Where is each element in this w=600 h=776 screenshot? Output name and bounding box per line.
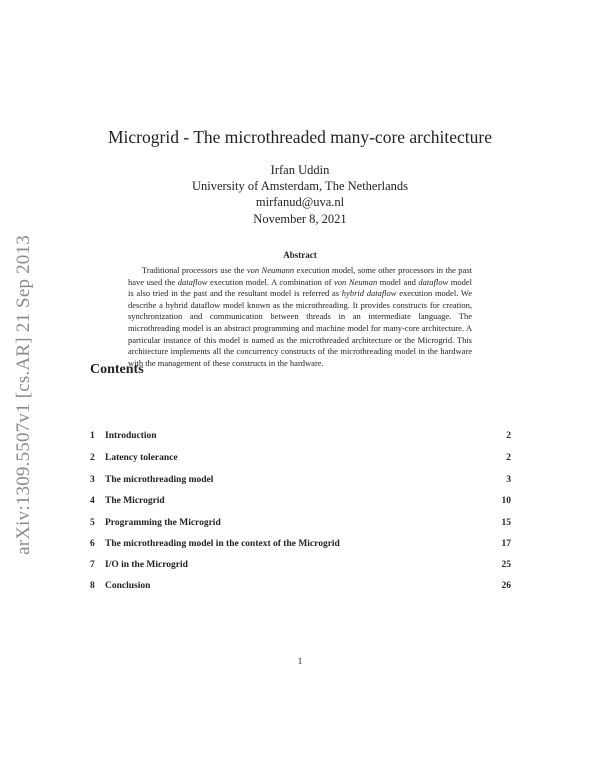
toc-entry-title[interactable]: Introduction (105, 430, 157, 441)
toc-entry[interactable] (90, 431, 511, 445)
toc-entry[interactable] (90, 518, 511, 532)
author-block (0, 162, 600, 210)
toc-entry[interactable] (90, 539, 511, 553)
toc-entry-title[interactable]: Latency tolerance (105, 452, 178, 463)
toc-entry-page[interactable]: 2 (506, 430, 511, 441)
toc-entry[interactable] (90, 475, 511, 489)
contents-heading: Contents (90, 362, 144, 377)
toc-entry-page[interactable]: 25 (501, 559, 511, 570)
page-number: 1 (297, 656, 303, 666)
abstract-emphasis: von Neuman (334, 276, 378, 287)
author-affiliation: University of Amsterdam, The Netherlands (191, 179, 409, 193)
abstract-body (128, 265, 472, 369)
toc-entry-page[interactable]: 26 (501, 580, 511, 591)
toc-entry-number: 3 (90, 474, 95, 485)
abstract-emphasis: hybrid dataflow (341, 288, 397, 299)
toc-entry-title[interactable]: The microthreading model in the context of the Microgrid (105, 538, 340, 549)
abstract-heading: Abstract (283, 250, 317, 260)
toc-entry-page[interactable]: 10 (501, 495, 511, 506)
toc-entry[interactable] (90, 453, 511, 467)
toc-entry-number: 4 (90, 495, 95, 506)
toc-entry-title[interactable]: Programming the Microgrid (105, 517, 221, 528)
toc-entry-title[interactable]: I/O in the Microgrid (105, 559, 188, 570)
author-name: Irfan Uddin (270, 163, 330, 177)
toc-entry-number: 2 (90, 452, 95, 463)
toc-entry-number: 6 (90, 538, 95, 549)
toc-entry-number: 5 (90, 517, 95, 528)
arxiv-stamp-text: arXiv:1309.5507v1 [cs.AR] 21 Sep 2013 (13, 235, 35, 555)
abstract-text: execution model. We describe a hybrid dataflow model known as the microthreading. It provides constructs for creation, synchronization and communication between threads in an intermediate language. The microthreading model is an abstract programming and machine model for many-core architecture. A particular instance of this model is named as the microthreaded architecture or the Microgrid. This architecture implements all the concurrency constructs of the microthreading model in the hardware with the management of these constructs in the hardware. (128, 288, 472, 368)
toc-entry-page[interactable]: 2 (506, 452, 511, 463)
toc-entry-number: 7 (90, 559, 95, 570)
toc-entry-page[interactable]: 17 (501, 538, 511, 549)
toc-entry[interactable] (90, 560, 511, 574)
toc-entry-page[interactable]: 15 (501, 517, 511, 528)
abstract-text: Traditional processors use the (142, 265, 247, 275)
author-email: mirfanud@uva.nl (255, 195, 345, 209)
abstract-text: execution model. A combination of (207, 276, 335, 287)
arxiv-stamp (4, 215, 44, 575)
paper-title: Microgrid - The microthreaded many-core architecture (107, 127, 492, 147)
abstract-text: execution model, some other processors in the past have used the (128, 265, 472, 287)
toc-entry-title[interactable]: The Microgrid (105, 495, 165, 506)
toc-entry-page[interactable]: 3 (506, 474, 511, 485)
toc-entry-number: 1 (90, 430, 95, 441)
toc-entry[interactable] (90, 581, 511, 595)
toc-entry-title[interactable]: The microthreading model (105, 474, 214, 485)
abstract-text: model and (377, 276, 419, 287)
abstract-emphasis: dataflow (177, 276, 208, 287)
toc-entry-title[interactable]: Conclusion (105, 580, 151, 591)
abstract-text: model is also tried in the past and the resultant model is referred as (128, 276, 472, 299)
toc-entry-number: 8 (90, 580, 95, 591)
abstract-emphasis: dataflow (418, 276, 449, 287)
toc-entry[interactable] (90, 496, 511, 510)
paper-date: November 8, 2021 (253, 212, 347, 226)
abstract-emphasis: von Neumann (246, 265, 295, 275)
